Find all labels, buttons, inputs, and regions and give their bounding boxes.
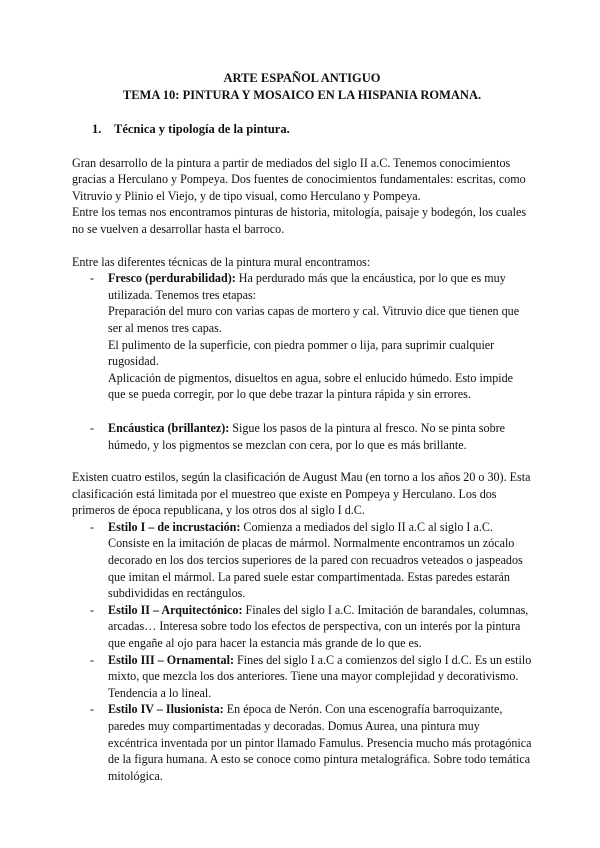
- topic-title: TEMA 10: PINTURA Y MOSAICO EN LA HISPANIA ROMANA.: [122, 88, 482, 102]
- fresco-step-3: Aplicación de pigmentos, disueltos en agua, sobre el enlucido húmedo. Esto impide que se pueda corregir, por lo que debe trazar la pintura rápida y sin errores.: [108, 370, 514, 402]
- term-estilo-3: Estilo III – Ornamental:: [108, 652, 234, 667]
- estilo-1-text: Comienza a mediados del siglo II a.C al siglo I a.C. Consiste en la imitación de placas de mármol. Normalmente encontramos un zócalo decorado en los dos tercios superiores de la pared con recuadros veteados o jaspeados que imitan el mármol. La pared suele estar compartimentada. Estas paredes estarán subdivididas en rectángulos.: [108, 519, 523, 601]
- techniques-list: [72, 270, 532, 453]
- bullet-dash: -: [90, 420, 95, 435]
- document-page: [72, 70, 532, 784]
- section-heading: [72, 121, 532, 138]
- bullet-dash: -: [90, 652, 95, 667]
- list-item-encaustica: [72, 420, 532, 453]
- list-item-estilo-3: [72, 652, 532, 702]
- bullet-dash: -: [90, 271, 95, 286]
- term-estilo-2: Estilo II – Arquitectónico:: [108, 602, 243, 617]
- section-number: 1.: [92, 122, 102, 136]
- intro-paragraph-1: Gran desarrollo de la pintura a partir de mediados del siglo II a.C. Tenemos conocimientos gracias a Herculano y Pompeya. Dos fuentes de conocimientos fundamentales: escritas, como Vitruvio y Plinio el Viejo, y de tipo visual, como Herculano y Pompeya.: [72, 155, 526, 203]
- bullet-dash: -: [90, 702, 95, 717]
- bullet-dash: -: [90, 519, 95, 534]
- list-item-estilo-2: [72, 602, 532, 652]
- estilo-4-text: En época de Nerón. Con una escenografía barroquizante, paredes muy compartimentadas y decoradas. Domus Aurea, una pintura muy excéntrica inventada por un pintor llamado Famulus. Presencia mucho más protagónica de la figura humana. A esto se conoce como pintura metalográfica. Sobre todo temática mitológica.: [108, 702, 532, 783]
- term-estilo-1: Estilo I – de incrustación:: [108, 519, 241, 534]
- styles-list: [72, 519, 532, 785]
- list-item-fresco: [72, 270, 532, 403]
- section-title: Técnica y tipología de la pintura.: [114, 122, 290, 136]
- list-item-estilo-1: [72, 519, 532, 602]
- course-title: ARTE ESPAÑOL ANTIGUO: [223, 71, 381, 85]
- list-item-estilo-4: [72, 701, 532, 784]
- bullet-dash: -: [90, 602, 95, 617]
- styles-lead: Existen cuatro estilos, según la clasificación de August Mau (en torno a los años 20 o 30). Esta clasificación está limitada por el muestreo que existe en Pompeya y Herculano. Los dos primeros de época republicana, y los otros dos al siglo I d.C.: [72, 470, 531, 518]
- term-fresco: Fresco (perdurabilidad):: [108, 271, 236, 286]
- fresco-step-2: El pulimento de la superficie, con piedra pommer o lija, para suprimir cualquier rugosidad.: [108, 337, 495, 369]
- techniques-lead: Entre las diferentes técnicas de la pintura mural encontramos:: [72, 254, 371, 269]
- fresco-text: Ha perdurado más que la encáustica, por lo que es muy utilizada. Tenemos tres etapas:: [108, 271, 506, 302]
- encaustica-text: Sigue los pasos de la pintura al fresco. No se pinta sobre húmedo, y los pigmentos se mezclan con cera, por lo que es más brillante.: [108, 420, 506, 452]
- intro-paragraph-2: Entre los temas nos encontramos pinturas de historia, mitología, paisaje y bodegón, los cuales no se vuelven a desarrollar hasta el barroco.: [72, 205, 527, 236]
- term-encaustica: Encáustica (brillantez):: [108, 420, 230, 435]
- fresco-step-1: Preparación del muro con varias capas de mortero y cal. Vitruvio dice que tienen que ser al menos tres capas.: [108, 304, 520, 335]
- estilo-2-text: Finales del siglo I a.C. Imitación de barandales, columnas, arcadas… Interesa sobre todo los efectos de perspectiva, con un interés por la pintura que engañe al ojo para hacer la estancia más grande de lo que es.: [108, 602, 529, 651]
- term-estilo-4: Estilo IV – Ilusionista:: [108, 702, 224, 717]
- estilo-3-text: Fines del siglo I a.C a comienzos del siglo I d.C. Es un estilo mixto, que mezcla los dos anteriores. Tiene una mayor complejidad y decorativismo. Tendencia a lo lineal.: [108, 652, 532, 700]
